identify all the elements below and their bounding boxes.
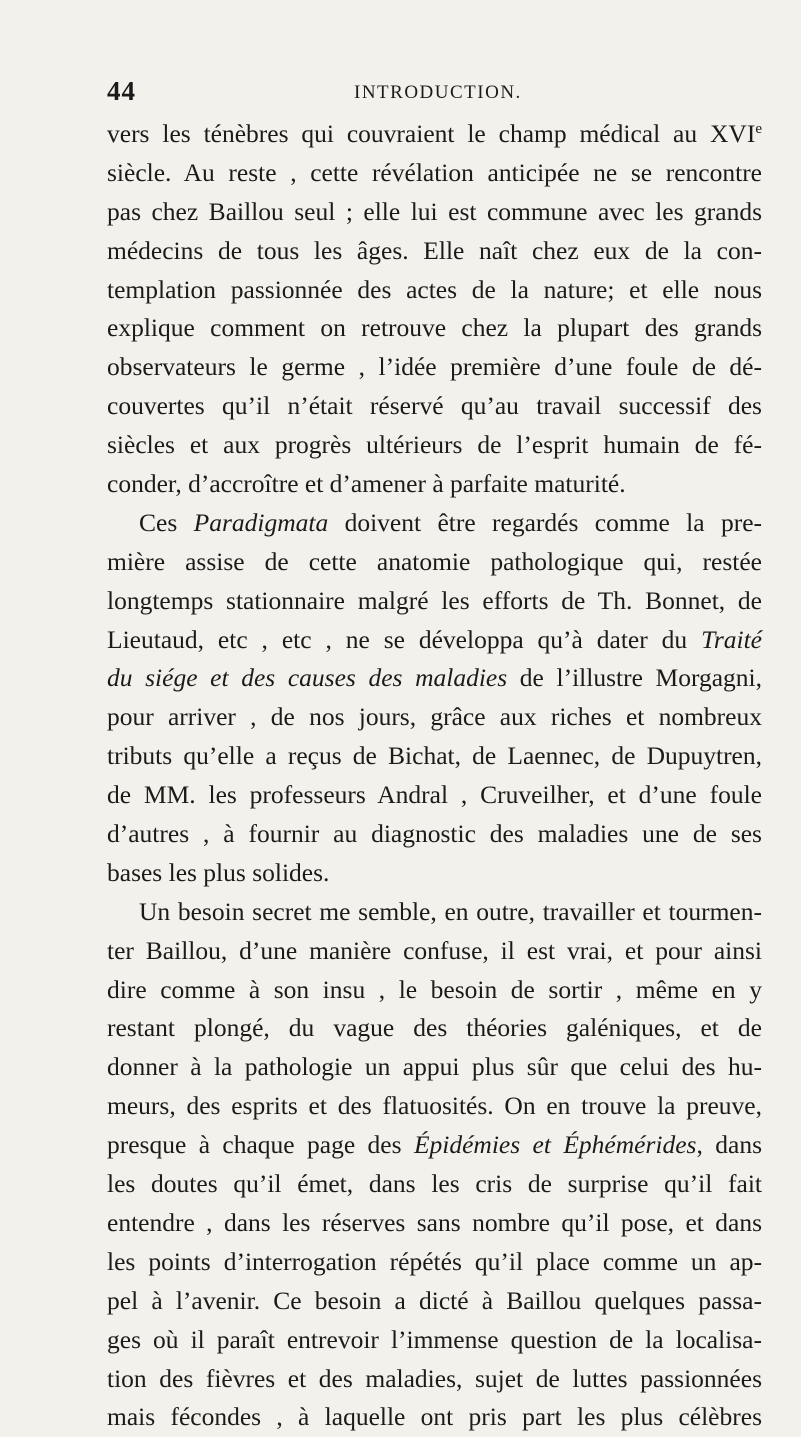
text-line	[107, 348, 762, 387]
text-run: Lieutaud, etc , etc , ne se développa qu’à dater du	[107, 624, 702, 654]
text-run: médecins de tous les âges. Elle naît chez eux de la con-	[107, 235, 762, 265]
text-run: explique comment on retrouve chez la plupart des grands	[107, 313, 762, 343]
italic-title: Épidémies et Éphémérides	[413, 1130, 697, 1160]
superscript: e	[755, 121, 762, 137]
running-title: INTRODUCTION.	[354, 82, 522, 103]
text-run: pas chez Baillou seul ; elle lui est commune avec les grands	[107, 196, 762, 226]
italic-title: du siége et des causes des maladies	[107, 663, 508, 693]
text-run: siècle. Au reste , cette révélation anticipée ne se rencontre	[107, 157, 762, 187]
text-run: les doutes qu’il émet, dans les cris de surprise qu’il fait	[107, 1169, 762, 1199]
text-line	[107, 1243, 762, 1282]
text-run: pel à l’avenir. Ce besoin a dicté à Baillou quelques passa-	[107, 1285, 762, 1315]
text-run: tributs qu’elle a reçus de Bichat, de Laennec, de Dupuytren,	[107, 741, 762, 771]
text-run: observateurs le germe , l’idée première d’une foule de dé-	[107, 352, 762, 382]
italic-title: Traité	[701, 624, 762, 654]
text-line	[107, 815, 762, 854]
text-run: les points d’interrogation répétés qu’il place comme un ap-	[107, 1246, 762, 1276]
text-line	[107, 854, 762, 893]
text-run: de l’illustre Morgagni,	[507, 663, 763, 693]
text-line	[107, 543, 762, 582]
text-run: longtemps stationnaire malgré les efforts de Th. Bonnet, de	[107, 585, 762, 615]
text-line	[107, 1126, 762, 1165]
text-run: ter Baillou, d’une manière confuse, il est vrai, et pour ainsi	[107, 935, 762, 965]
text-line	[107, 737, 762, 776]
text-run: couvertes qu’il n’était réservé qu’au travail successif des	[107, 391, 762, 421]
text-run: mais fécondes , à laquelle ont pris part les plus célèbres	[107, 1402, 762, 1432]
text-line	[107, 426, 762, 465]
text-line	[107, 1204, 762, 1243]
text-line	[107, 115, 762, 154]
text-run: vers les ténèbres qui couvraient le champ médical au XVI	[107, 119, 756, 148]
page-header	[107, 74, 757, 114]
text-line	[107, 1282, 762, 1321]
text-run: de MM. les professeurs Andral , Cruveilher, et d’une foule	[107, 780, 762, 810]
text-run: siècles et aux progrès ultérieurs de l’esprit humain de fé-	[107, 430, 762, 460]
text-line	[107, 621, 762, 660]
text-run: tion des fièvres et des maladies, sujet de luttes passionnées	[107, 1363, 762, 1393]
text-run: pour arriver , de nos jours, grâce aux riches et nombreux	[107, 702, 762, 732]
text-run: restant plongé, du vague des théories galéniques, et de	[107, 1013, 762, 1043]
text-line	[107, 504, 762, 543]
text-line	[107, 659, 762, 698]
text-line	[107, 465, 762, 504]
text-run: mière assise de cette anatomie pathologique qui, restée	[107, 546, 762, 576]
italic-title: Paradigmata	[193, 507, 329, 537]
text-line	[107, 309, 762, 348]
text-line	[107, 1048, 762, 1087]
text-line	[107, 971, 762, 1010]
text-line	[107, 1009, 762, 1048]
text-line	[107, 1087, 762, 1126]
text-run: Ces	[139, 507, 194, 537]
text-run: dire comme à son insu , le besoin de sortir , même en y	[107, 974, 762, 1004]
text-line	[107, 776, 762, 815]
text-run: presque à chaque page des	[107, 1130, 414, 1160]
text-line	[107, 582, 762, 621]
text-run: , dans	[696, 1130, 762, 1160]
text-line	[107, 698, 762, 737]
text-line	[107, 1321, 762, 1360]
text-run: d’autres , à fournir au diagnostic des maladies une de ses	[107, 819, 762, 849]
text-run: doivent être regardés comme la pre-	[328, 507, 763, 537]
text-run: donner à la pathologie un appui plus sûr que celui des hu-	[107, 1052, 762, 1082]
text-line	[107, 1165, 762, 1204]
text-line	[107, 1360, 762, 1399]
text-line	[107, 387, 762, 426]
text-line	[107, 271, 762, 310]
text-run: bases les plus solides.	[107, 857, 330, 887]
text-line	[107, 1398, 762, 1437]
text-run: ges où il paraît entrevoir l’immense question de la localisa-	[107, 1324, 762, 1354]
text-line	[107, 893, 762, 932]
text-run: conder, d’accroître et d’amener à parfaite maturité.	[107, 469, 626, 499]
text-run: meurs, des esprits et des flatuosités. On en trouve la preuve,	[107, 1091, 762, 1121]
page-number: 44	[107, 76, 136, 106]
text-run: Un besoin secret me semble, en outre, travailler et tourmen-	[139, 896, 762, 926]
text-line	[107, 232, 762, 271]
text-run: templation passionnée des actes de la nature; et elle nous	[107, 274, 762, 304]
text-line	[107, 154, 762, 193]
body-text	[107, 115, 762, 1437]
text-run: entendre , dans les réserves sans nombre qu’il pose, et dans	[107, 1207, 762, 1237]
text-line	[107, 193, 762, 232]
text-line	[107, 932, 762, 971]
